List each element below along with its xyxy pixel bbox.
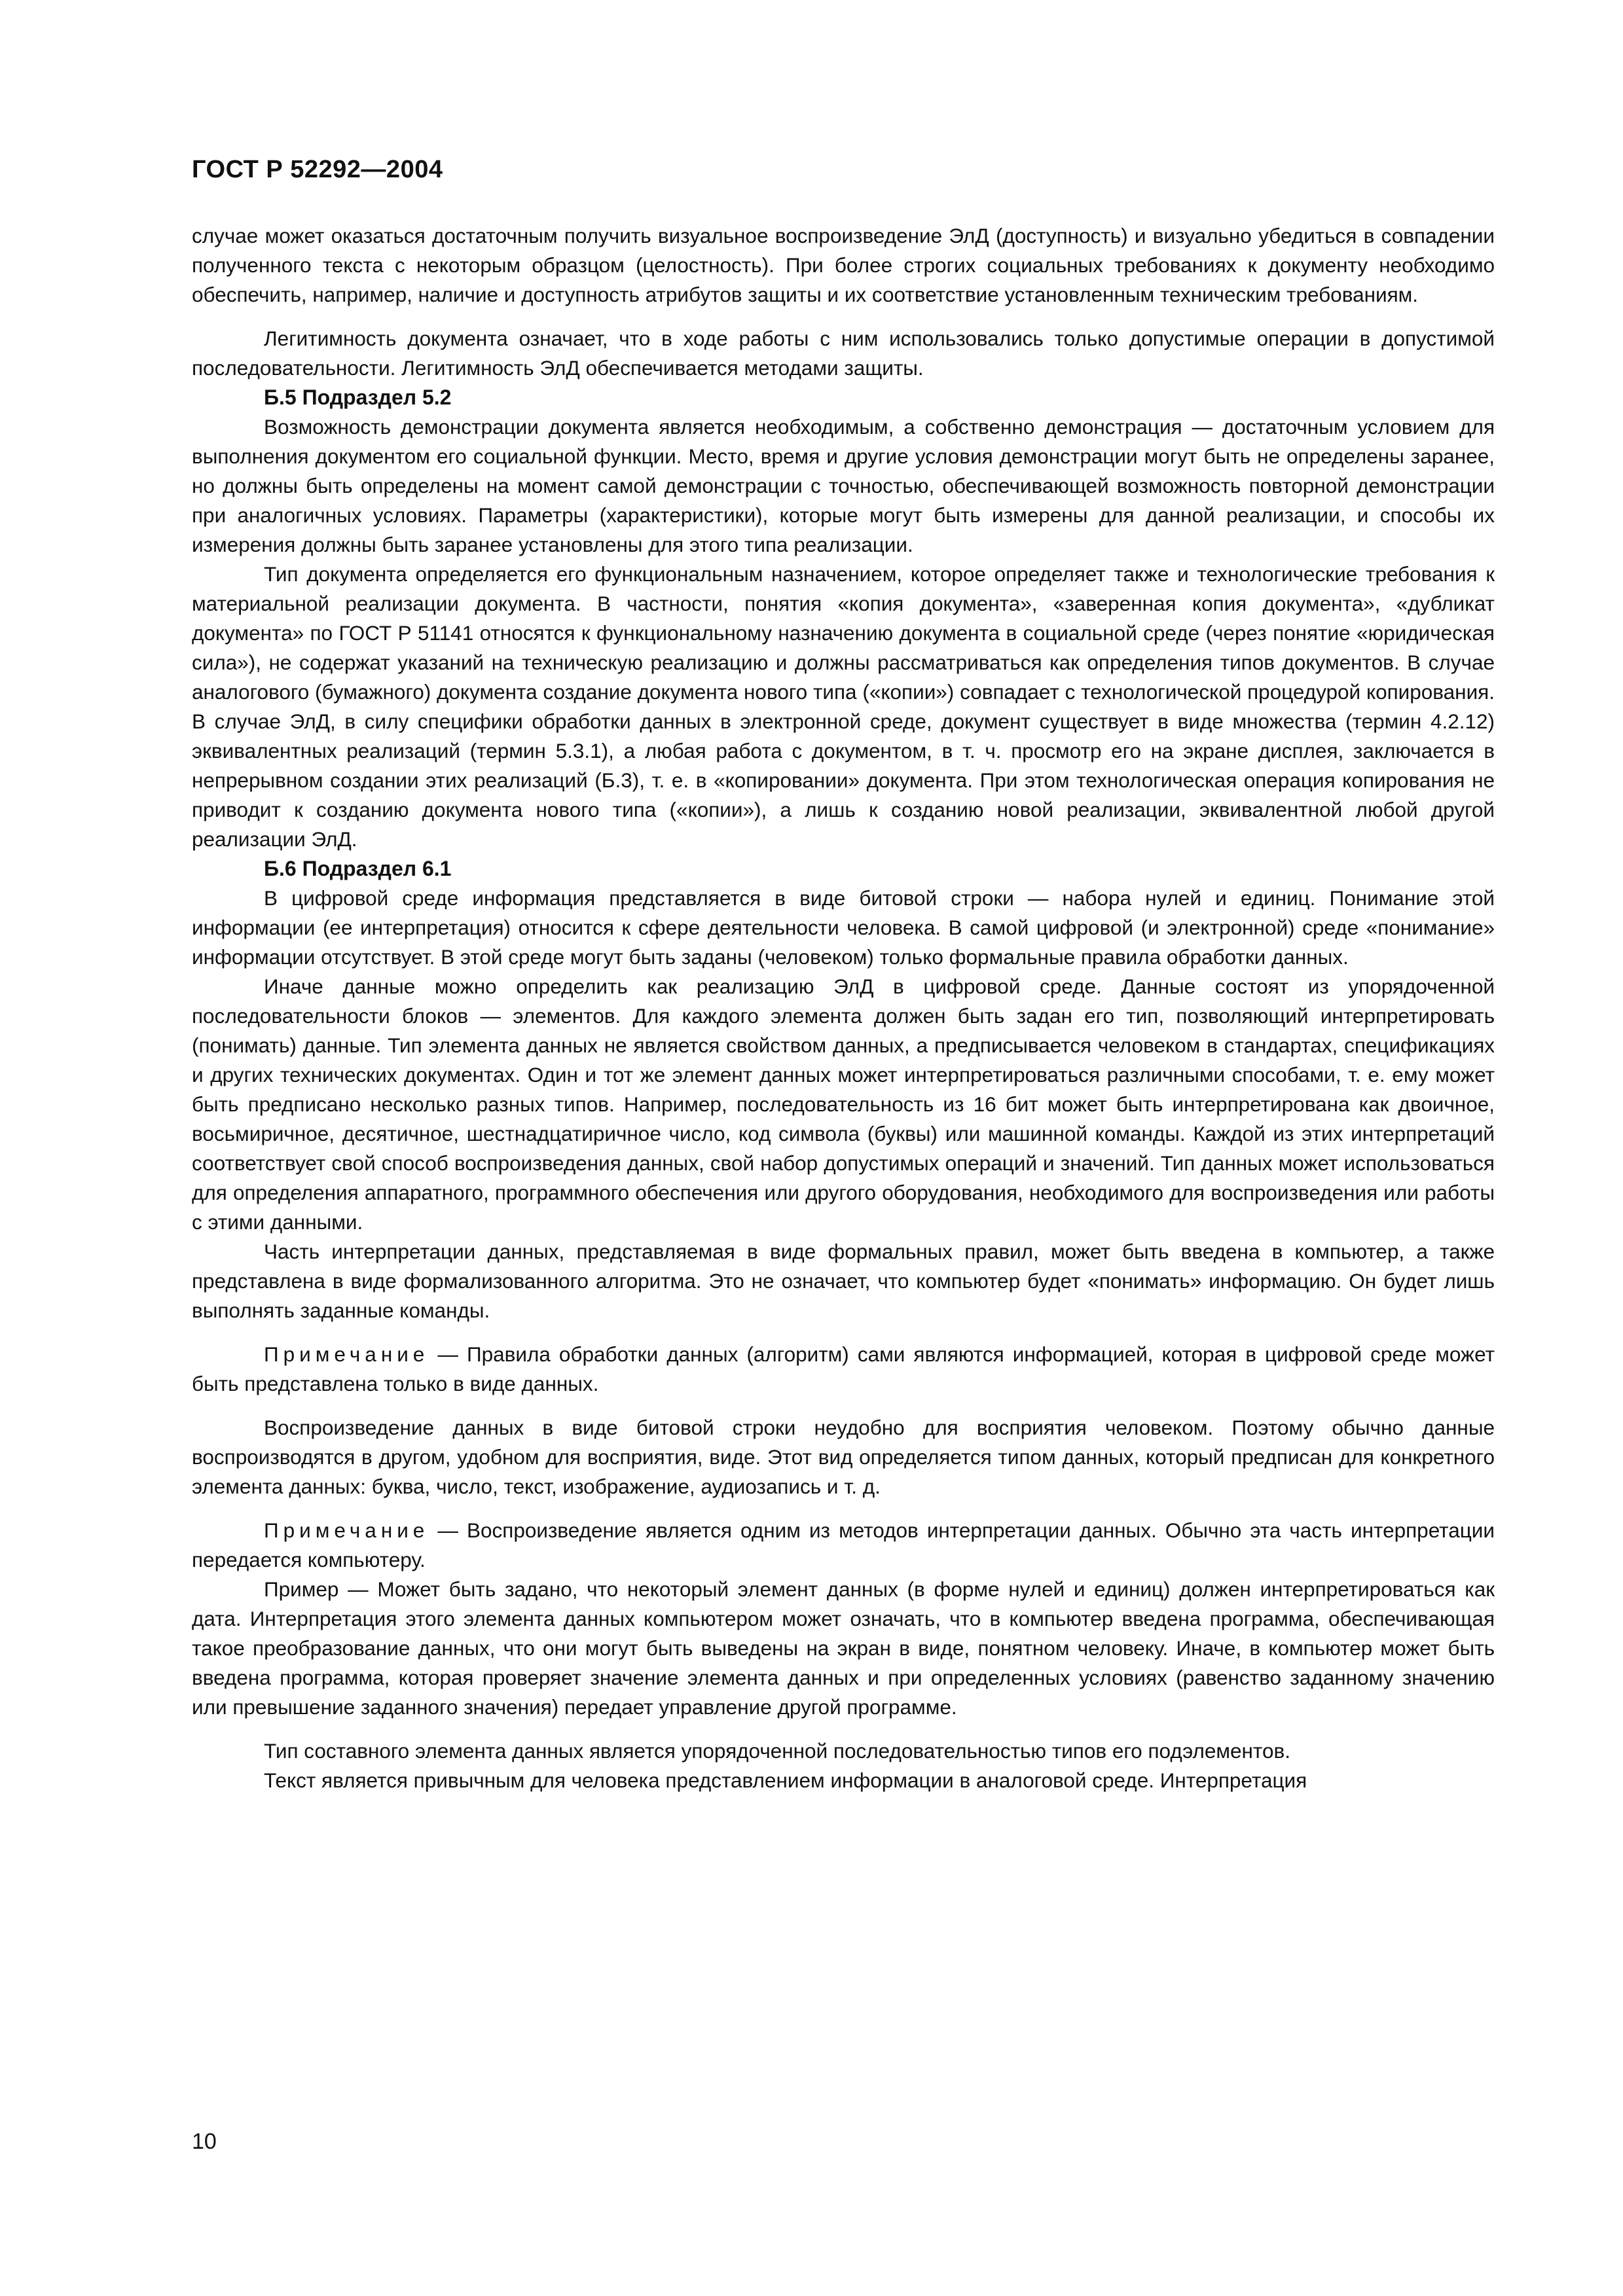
section-heading-b6: Б.6 Подраздел 6.1 (264, 857, 452, 880)
section-heading-b5: Б.5 Подраздел 5.2 (264, 386, 452, 409)
note-text: — Воспроизведение является одним из методов интерпретации данных. Обычно эта часть интерпретации передается компьютеру. (192, 1518, 1495, 1571)
paragraph-legitimacy: Легитимность документа означает, что в ходе работы с ним использовались только допустимые операции в допустимой последовательности. Легитимность ЭлД обеспечивается методами защиты. (192, 327, 1495, 380)
note-label: Примечание (264, 1518, 429, 1542)
note-algorithm (192, 1340, 1495, 1399)
note-label: Примечание (264, 1342, 429, 1366)
paragraph-demonstration: Возможность демонстрации документа является необходимым, а собственно демонстрация — достаточным условием для выполнения документом его социальной функции. Место, время и другие условия демонстрации могут быть не определены заранее, но должны быть определены на момент самой демонстрации с точностью, обеспечивающей возможность повторной демонстрации при аналогичных условиях. Параметры (характеристики), которые могут быть измерены для данной реализации, и способы их измерения должны быть заранее установлены для этого типа реализации. (192, 415, 1495, 556)
paragraph-reproduction: Воспроизведение данных в виде битовой строки неудобно для восприятия человеком. Поэтому обычно данные воспроизводятся в другом, удобном для восприятия, виде. Этот вид определяется типом данных, который предписан для конкретного элемента данных: буква, число, текст, изображение, аудиозапись и т. д. (192, 1416, 1495, 1498)
example-date: Пример — Может быть задано, что некоторый элемент данных (в форме нулей и единиц) должен интерпретироваться как дата. Интерпретация этого элемента данных компьютером может означать, что в компьютер введена программа, обеспечивающая такое преобразование данных, что они могут быть выведены на экран в виде, понятном человеку. Иначе, в компьютер может быть введена программа, которая проверяет значение элемента данных и при определенных условиях (равенство заданному значению или превышение заданного значения) передает управление другой программе. (192, 1577, 1495, 1719)
paragraph-interpretation: Часть интерпретации данных, представляемая в виде формальных правил, может быть введена в компьютер, а также представлена в виде формализованного алгоритма. Это не означает, что компьютер будет «понимать» информацию. Он будет лишь выполнять заданные команды. (192, 1240, 1495, 1322)
paragraph-text-representation: Текст является привычным для человека представлением информации в аналоговой среде. Интерпретация (264, 1768, 1307, 1792)
note-text: — Правила обработки данных (алгоритм) сами являются информацией, которая в цифровой среде может быть представлена только в виде данных. (192, 1342, 1495, 1395)
paragraph-data-definition: Иначе данные можно определить как реализацию ЭлД в цифровой среде. Данные состоят из упорядоченной последовательности блоков — элементов. Для каждого элемента должен быть задан его тип, позволяющий интерпретировать (понимать) данные. Тип элемента данных не является свойством данных, а предписывается человеком в стандартах, спецификациях и других технических документах. Один и тот же элемент данных может интерпретироваться различными способами, т. е. ему может быть предписано несколько разных типов. Например, последовательность из 16 бит может быть интерпретирована как двоичное, восьмиричное, десятичное, шестнадцатиричное число, код символа (буквы) или машинной команды. Каждой из этих интерпретаций соответствует свой способ воспроизведения данных, свой набор допустимых операций и значений. Тип данных может использоваться для определения аппаратного, программного обеспечения или другого оборудования, необходимого для воспроизведения или работы с этими данными. (192, 975, 1495, 1234)
paragraph-digital-environment: В цифровой среде информация представляется в виде битовой строки — набора нулей и единиц. Понимание этой информации (ее интерпретация) относится к сфере деятельности человека. В самой цифровой (и электронной) среде «понимание» информации отсутствует. В этой среде могут быть заданы (человеком) только формальные правила обработки данных. (192, 886, 1495, 969)
paragraph-composite-type: Тип составного элемента данных является упорядоченной последовательностью типов его подэлементов. (264, 1739, 1291, 1763)
paragraph-continuation: случае может оказаться достаточным получить визуальное воспроизведение ЭлД (доступность) и визуально убедиться в совпадении полученного текста с некоторым образцом (целостность). При более строгих социальных требованиях к документу необходимо обеспечить, например, наличие и доступность атрибутов защиты и их соответствие установленным техническим требованиям. (192, 224, 1495, 306)
page-number: 10 (192, 2129, 217, 2154)
note-reproduction (192, 1516, 1495, 1575)
document-body (192, 221, 1495, 1795)
document-header: ГОСТ Р 52292—2004 (192, 156, 443, 183)
paragraph-document-type: Тип документа определяется его функциональным назначением, которое определяет также и технологические требования к материальной реализации документа. В частности, понятия «копия документа», «заверенная копия документа», «дубликат документа» по ГОСТ Р 51141 относятся к функциональному назначению документа в социальной среде (через понятие «юридическая сила»), не содержат указаний на техническую реализацию и должны рассматриваться как определения типов документов. В случае аналогового (бумажного) документа создание документа нового типа («копии») совпадает с технологической процедурой копирования. В случае ЭлД, в силу специфики обработки данных в электронной среде, документ существует в виде множества (термин 4.2.12) эквивалентных реализаций (термин 5.3.1), а любая работа с документом, в т. ч. просмотр его на экране дисплея, заключается в непрерывном создании этих реализаций (Б.3), т. е. в «копировании» документа. При этом технологическая операция копирования не приводит к созданию документа нового типа («копии»), а лишь к созданию новой реализации, эквивалентной любой другой реализации ЭлД. (192, 562, 1495, 851)
